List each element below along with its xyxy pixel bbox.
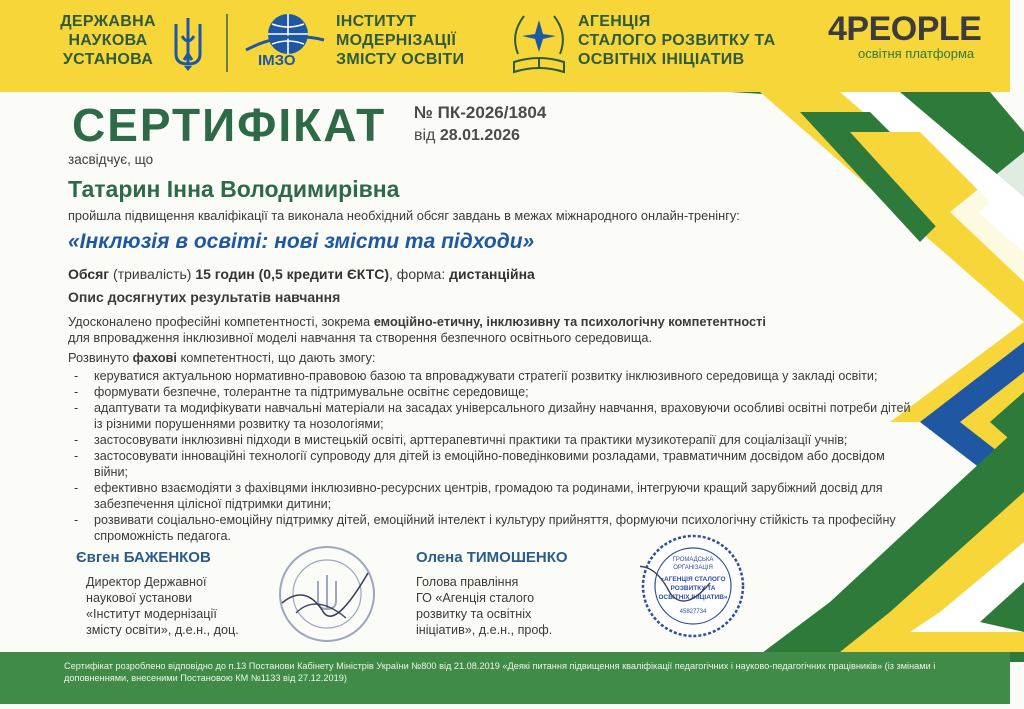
imzo-abbr: ІМЗО	[258, 52, 296, 69]
header-band	[0, 0, 1010, 92]
role-line: ГО «Агенція сталого	[416, 591, 535, 605]
seal-line: «АГЕНЦІЯ СТАЛОГО	[660, 576, 726, 583]
header-line: УСТАНОВА	[62, 51, 154, 68]
improved-suffix: для впровадження інклюзивної моделі навчання та створення безпечного освітнього середовища.	[68, 330, 653, 345]
list-item: - застосовувати інноваційні технології супроводу для дітей із емоційно-поведінковими розладами, травматичним досвідом або досвідом війни;	[74, 448, 914, 480]
developed-bold: фахові	[132, 350, 177, 365]
signatory-1-name: Євген БАЖЕНКОВ	[76, 549, 211, 566]
role-line: «Інститут модернізації	[86, 607, 217, 621]
agency-seal-icon	[640, 533, 746, 639]
role-line: Голова правління	[416, 575, 519, 589]
completion-text: пройшла підвищення кваліфікації та виконала необхідний обсяг завдань в межах міжнародного онлайн-тренінгу:	[68, 208, 740, 223]
seal-line: 45827734	[679, 609, 707, 615]
list-item: - ефективно взаємодіяти з фахівцями інклюзивно-ресурсних центрів, громадою та родинами, інтегруючи кращий зарубіжний досвід для забезпечення цілісної підтримки дитини;	[74, 480, 914, 512]
volume-paren: (тривалість)	[113, 266, 192, 282]
recipient-name: Татарин Інна Володимирівна	[68, 176, 400, 202]
header-line: ДЕРЖАВНА	[60, 13, 156, 30]
certificate-number: № ПК-2026/1804	[414, 103, 547, 122]
role-line: Директор Державної	[86, 575, 207, 589]
role-line: змісту освіти», д.е.н., доц.	[86, 623, 239, 637]
date-prefix: від	[414, 127, 436, 144]
seal-line: ГРОМАДСЬКА	[672, 557, 714, 563]
header-line: АГЕНЦІЯ	[578, 13, 651, 30]
list-item: - застосовувати інклюзивні підходи в мистецькій освіті, арттерапевтичні практики та практики музикотерапії для соціалізації учнів;	[74, 432, 914, 448]
platform-logo: 4PEOPLE	[828, 10, 982, 48]
seal-line: ОРГАНІЗАЦІЯ	[673, 565, 713, 571]
testifies-text: засвідчує, що	[68, 152, 154, 167]
header-line: ОСВІТНІХ ІНІЦІАТИВ	[578, 51, 745, 68]
volume-label: Обсяг	[68, 266, 110, 282]
improved-bold: емоційно-етичну, інклюзивну та психологічну компетентності	[373, 314, 766, 329]
institute-seal-icon	[276, 543, 378, 645]
role-line: наукової установи	[86, 591, 193, 605]
skills-list	[74, 368, 914, 544]
course-title: «Інклюзія в освіті: нові змісти та підходи»	[68, 230, 535, 253]
role-line: ініціатив», д.е.н., проф.	[416, 623, 553, 637]
trident-icon	[168, 14, 208, 72]
form-label: , форма:	[389, 266, 446, 282]
seal-line: ОСВІТНІХ ІНІЦІАТИВ»	[658, 594, 728, 601]
role-line: розвитку та освітніх	[416, 607, 532, 621]
list-item: - керуватися актуальною нормативно-правовою базою та впроваджувати стратегії розвитку інклюзивного середовища у закладі освіти;	[74, 368, 914, 384]
developed-suffix: компетентності, що дають змогу:	[180, 350, 376, 365]
list-item: - розвивати соціально-емоційну підтримку дітей, емоційний інтелект і культуру прийняття, формуючи психологічну стійкість та професійну спроможність педагога.	[74, 512, 914, 544]
list-item: - формувати безпечне, толерантне та підтримувальне освітнє середовище;	[74, 384, 914, 400]
signatory-2-name: Олена ТИМОШЕНКО	[416, 549, 568, 566]
certificate-title: СЕРТИФІКАТ	[72, 99, 387, 151]
seal-line: РОЗВИТКУ ТА	[670, 585, 716, 592]
institute-label	[336, 12, 496, 69]
header-line: МОДЕРНІЗАЦІЇ	[336, 32, 457, 49]
improved-competences	[68, 314, 788, 346]
footer-text: Сертифікат розроблено відповідно до п.13 Постанови Кабінету Міністрів України №800 від 21.08.2019 «Деякі питання підвищення кваліфікації педагогічних і науково-педагогічних працівників» (із змінами і доповненнями, внесеними Постановою КМ №1133 від 27.12.2019)	[64, 661, 936, 683]
signatory-1-role	[86, 574, 286, 638]
volume-value: 15 годин (0,5 кредити ЄКТС)	[195, 266, 390, 282]
header-line: ІНСТИТУТ	[336, 13, 417, 30]
improved-prefix: Удосконалено професійні компетентності, зокрема	[68, 314, 371, 329]
agency-star-book-icon	[506, 6, 572, 82]
footer-band	[0, 652, 1010, 704]
certificate-date: 28.01.2026	[439, 127, 520, 144]
developed-competences	[68, 350, 375, 365]
signatory-2-role	[416, 574, 596, 638]
outcomes-heading: Опис досягнутих результатів навчання	[68, 289, 341, 305]
list-item: - адаптувати та модифікувати навчальні матеріали на засадах універсального дизайну навчання, враховуючи особливі освітні потреби дітей із різними порушеннями розвитку та нозологіями;	[74, 400, 914, 432]
state-institution-label	[48, 12, 168, 69]
form-value: дистанційна	[449, 266, 535, 282]
header-separator	[226, 14, 228, 72]
volume-line	[68, 266, 535, 282]
platform-subtitle: освітня платформа	[858, 46, 975, 61]
header-line: ЗМІСТУ ОСВІТИ	[336, 51, 465, 68]
certificate-date-line	[414, 127, 520, 145]
agency-label	[578, 12, 808, 69]
developed-prefix: Розвинуто	[68, 350, 130, 365]
header-line: НАУКОВА	[68, 32, 148, 49]
header-line: СТАЛОГО РОЗВИТКУ ТА	[578, 32, 776, 49]
